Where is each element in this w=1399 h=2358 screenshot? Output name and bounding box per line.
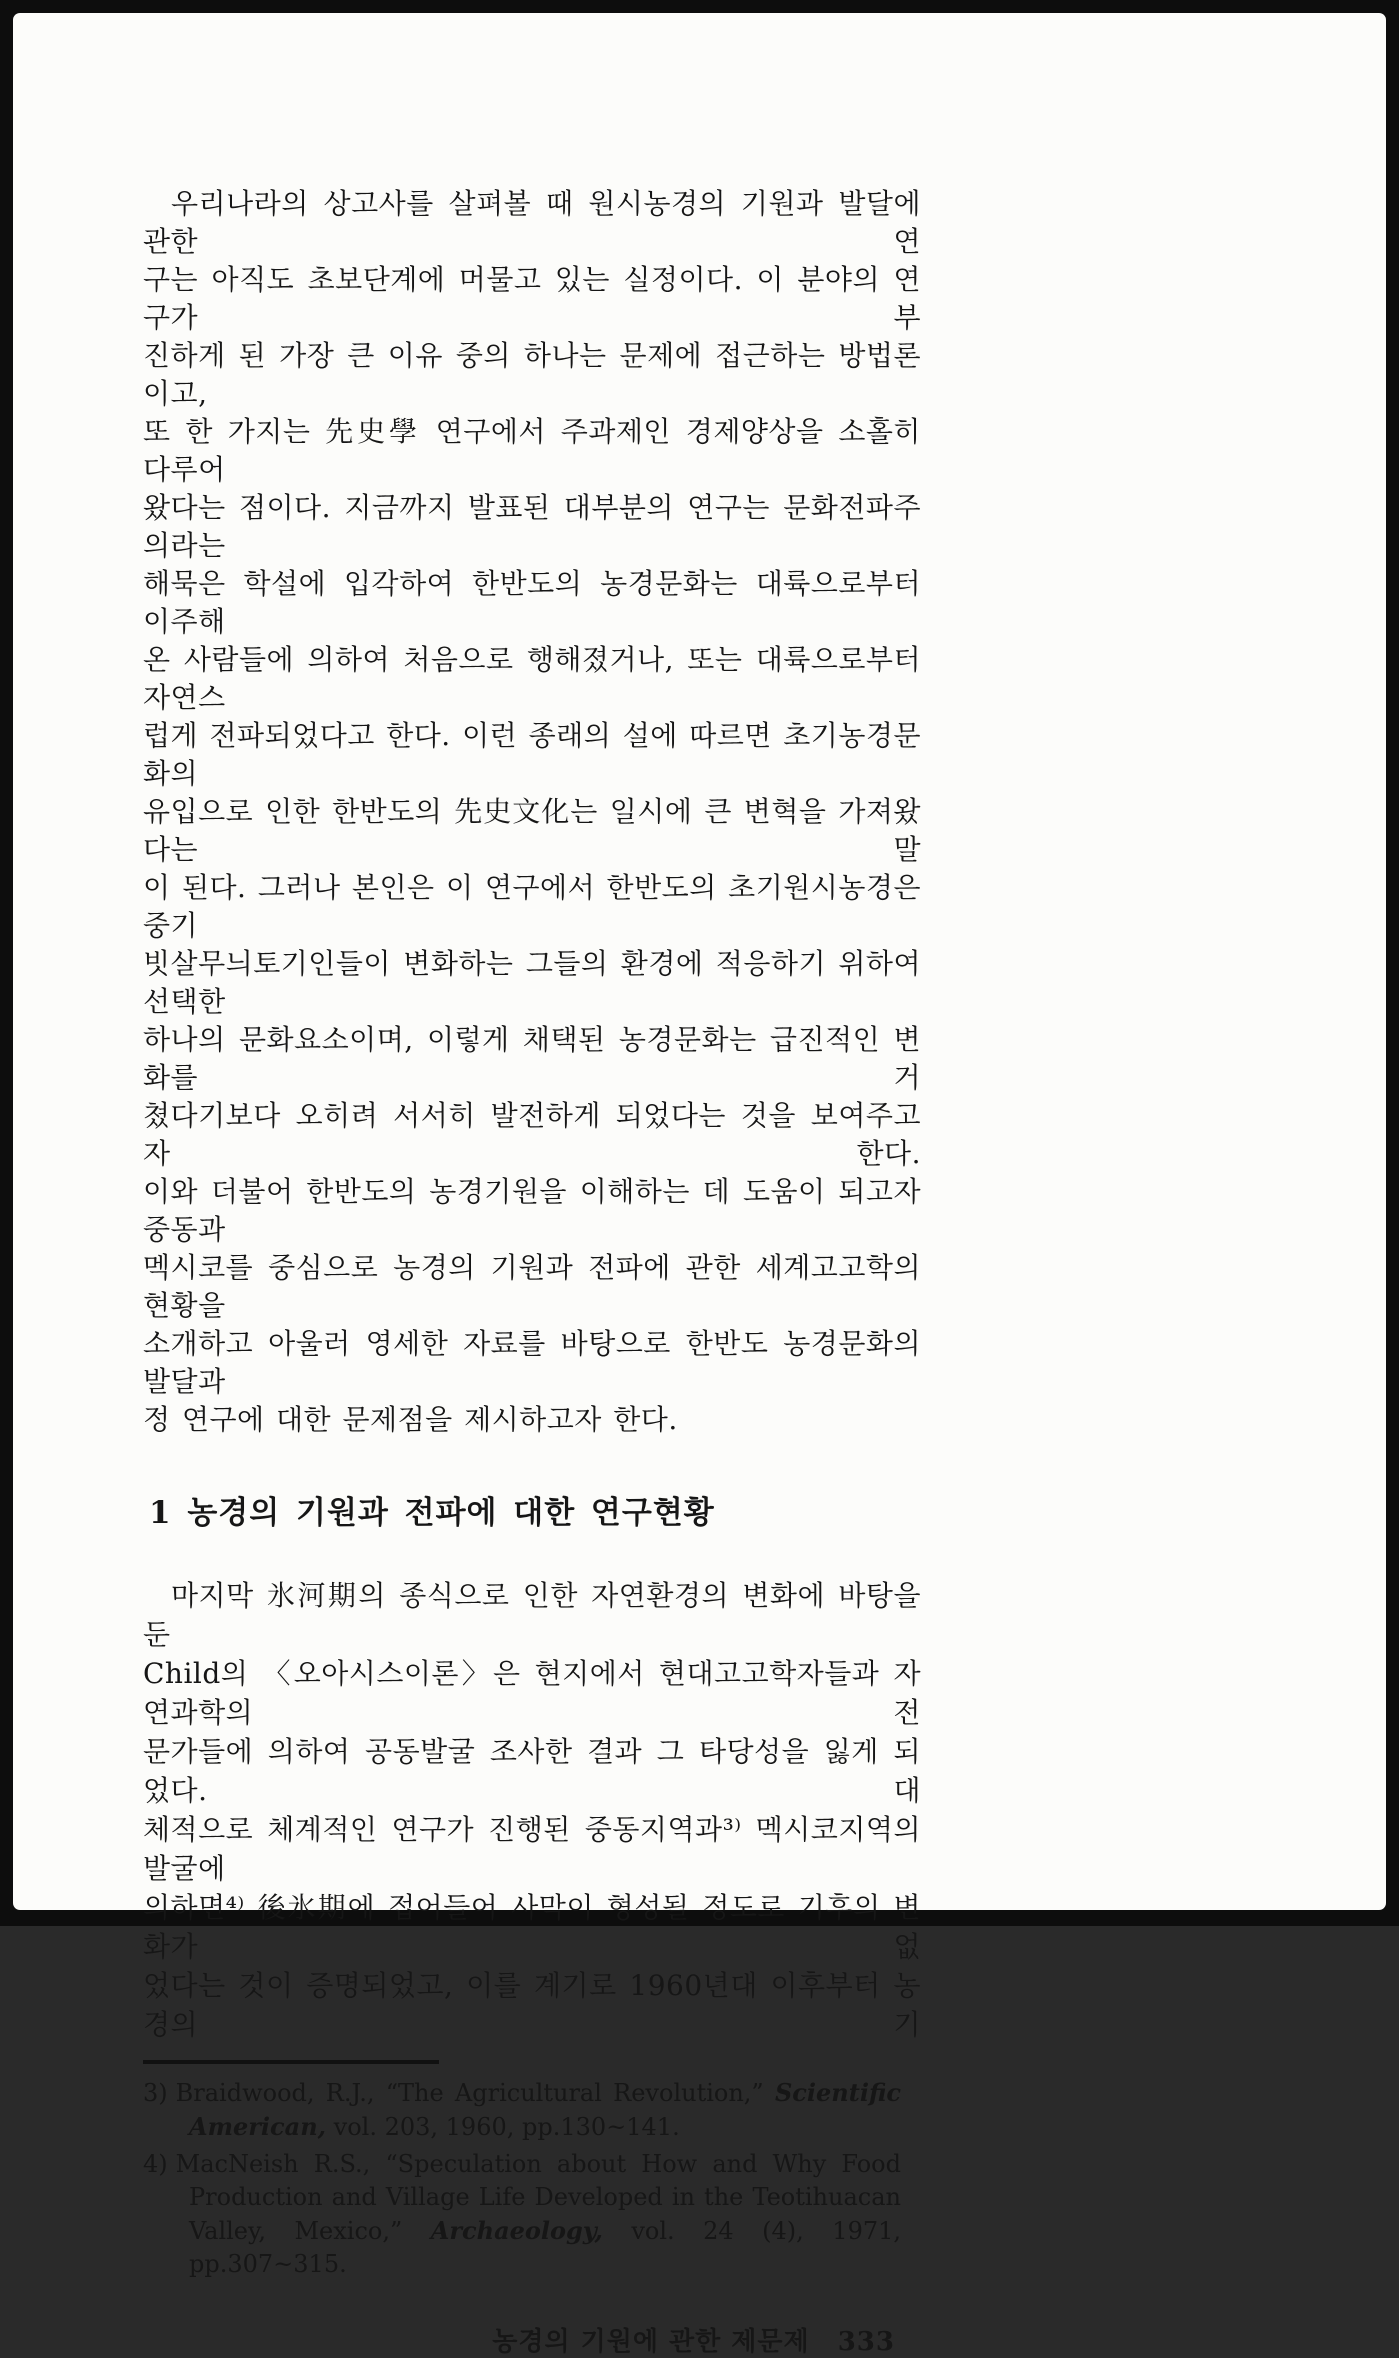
text-line: 이와 더불어 한반도의 농경기원을 이해하는 데 도움이 되고자 중동과 bbox=[143, 1175, 921, 1246]
footnotes bbox=[143, 2076, 901, 2281]
text-line: 진하게 된 가장 큰 이유 중의 하나는 문제에 접근하는 방법론이고, bbox=[143, 339, 921, 410]
text-line: 이 된다. 그러나 본인은 이 연구에서 한반도의 초기원시농경은 중기 bbox=[143, 871, 921, 942]
footnote bbox=[143, 2148, 901, 2281]
intro-paragraph bbox=[143, 185, 921, 1439]
footnote-separator bbox=[143, 2060, 439, 2064]
research-status-paragraph bbox=[143, 1576, 921, 2044]
document-page bbox=[13, 13, 1386, 2357]
text-line: 빗살무늬토기인들이 변화하는 그들의 환경에 적응하기 위하여 선택한 bbox=[143, 947, 921, 1018]
footnote-number: 3) bbox=[143, 2079, 168, 2107]
text-line: 정 연구에 대한 문제점을 제시하고자 한다. bbox=[143, 1403, 678, 1436]
text-line: 해묵은 학설에 입각하여 한반도의 농경문화는 대륙으로부터 이주해 bbox=[143, 567, 921, 638]
text-line: 소개하고 아울러 영세한 자료를 바탕으로 한반도 농경문화의 발달과 bbox=[143, 1327, 921, 1398]
text-column bbox=[143, 185, 921, 2358]
footnote bbox=[143, 2076, 901, 2144]
text-line: 유입으로 인한 한반도의 先史文化는 일시에 큰 변혁을 가져왔다는 말 bbox=[143, 795, 921, 866]
text-line: 우리나라의 상고사를 살펴볼 때 원시농경의 기원과 발달에 관한 연 bbox=[143, 187, 921, 258]
footnote-text: Braidwood, R.J., “The Agricultural Revolution,” bbox=[175, 2079, 775, 2107]
text-line: 쳤다기보다 오히려 서서히 발전하게 되었다는 것을 보여주고자 한다. bbox=[143, 1099, 921, 1170]
text-line: 었다는 것이 증명되었고, 이를 계기로 1960년대 이후부터 농경의 기 bbox=[143, 1969, 921, 2041]
text-line: 왔다는 점이다. 지금까지 발표된 대부분의 연구는 문화전파주의라는 bbox=[143, 491, 921, 562]
section-heading: 1 농경의 기원과 전파에 대한 연구현황 bbox=[149, 1495, 715, 1531]
footnote-text: MacNeish R.S., “Speculation about How and Why Food Production and Village Life Developed in the Teotihuacan Valley, Mexico,” bbox=[175, 2150, 901, 2245]
text-line: 체적으로 체계적인 연구가 진행된 중동지역과³⁾ 멕시코지역의 발굴에 bbox=[143, 1813, 921, 1885]
text-line: 의하면⁴⁾ 後氷期에 접어들어 사막이 형성될 정도로 기후의 변화가 없 bbox=[143, 1891, 921, 1963]
footnote-number: 4) bbox=[143, 2150, 168, 2178]
text-line: 럽게 전파되었다고 한다. 이런 종래의 설에 따르면 초기농경문화의 bbox=[143, 719, 921, 790]
text-line: 구는 아직도 초보단계에 머물고 있는 실정이다. 이 분야의 연구가 부 bbox=[143, 263, 921, 334]
text-line: 또 한 가지는 先史學 연구에서 주과제인 경제양상을 소홀히 다루어 bbox=[143, 415, 921, 486]
text-line: 멕시코를 중심으로 농경의 기원과 전파에 관한 세계고고학의 현황을 bbox=[143, 1251, 921, 1322]
footer-title: 농경의 기원에 관한 제문제 bbox=[492, 2327, 810, 2357]
text-line: Child의 〈오아시스이론〉은 현지에서 현대고고학자들과 자연과학의 전 bbox=[143, 1657, 921, 1729]
footnote-text: vol. 24 (4), 1971, pp.307~315. bbox=[189, 2217, 902, 2278]
footer-page-number: 333 bbox=[837, 2327, 895, 2357]
footnote-text: vol. 203, 1960, pp.130~141. bbox=[326, 2113, 680, 2141]
text-line: 문가들에 의하여 공동발굴 조사한 결과 그 타당성을 잃게 되었다. 대 bbox=[143, 1735, 921, 1807]
running-footer bbox=[143, 2321, 895, 2358]
text-line: 하나의 문화요소이며, 이렇게 채택된 농경문화는 급진적인 변화를 거 bbox=[143, 1023, 921, 1094]
text-line: 온 사람들에 의하여 처음으로 행해졌거나, 또는 대륙으로부터 자연스 bbox=[143, 643, 921, 714]
footnote-journal: Archaeology, bbox=[430, 2216, 603, 2245]
text-line: 마지막 氷河期의 종식으로 인한 자연환경의 변화에 바탕을 둔 bbox=[143, 1579, 921, 1651]
footnote-journal: Scientific American, bbox=[189, 2078, 901, 2141]
